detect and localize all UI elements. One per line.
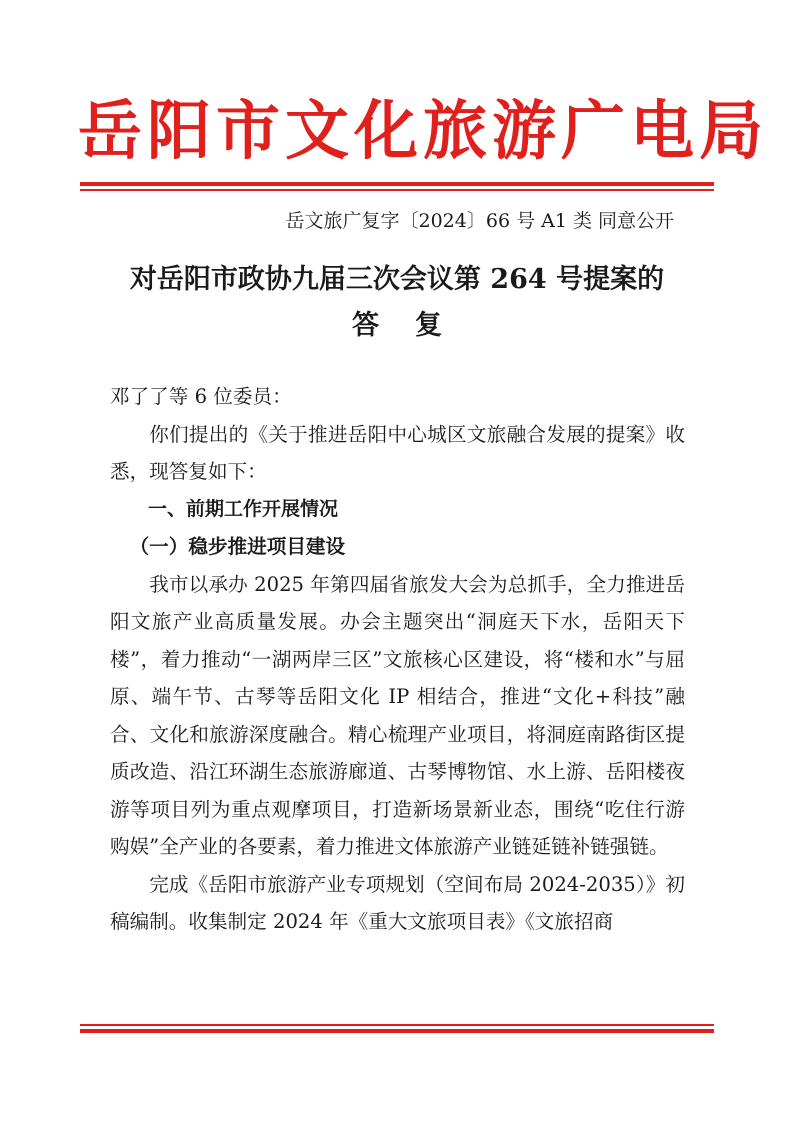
intro-paragraph: 你们提出的《关于推进岳阳中心城区文旅融合发展的提案》收悉，现答复如下： [110,422,685,483]
section-heading: 一、前期工作开展情况 [148,497,339,520]
footer-rule-thin [80,1024,714,1026]
document-number: 岳文旅广复字〔2024〕66 号 A1 类 同意公开 [285,210,674,232]
agency-masthead: 岳阳市文化旅游广电局 [78,94,768,169]
salutation: 邓了了等 6 位委员： [110,385,292,408]
document-title-line-1: 对岳阳市政协九届三次会议第 264 号提案的 [129,264,665,295]
document-body [110,378,685,941]
body-paragraph: 我市以承办 2025 年第四届省旅发大会为总抓手，全力推进岳阳文旅产业高质量发展。办会主题突出“洞庭天下水，岳阳天下楼”，着力推动“一湖两岸三区”文旅核心区建设，将“楼和水”与屈原、端午节、古琴等岳阳文化 IP 相结合，推进“文化+科技”融合、文化和旅游深度融合。精心梳理产业项目，将洞庭南路街区提质改造、沿江环湖生态旅游廊道、古琴博物馆、水上游、岳阳楼夜游等项目列为重点观摩项目，打造新场景新业态，围绕“吃住行游购娱”全产业的各要素，着力推进文体旅游产业链延链补链强链。 [110,572,685,858]
masthead-rule-thick [80,182,714,186]
document-title-line-2: 答复 [352,310,478,341]
subsection-heading: （一）稳步推进项目建设 [129,535,346,558]
body-paragraph: 完成《岳阳市旅游产业专项规划（空间布局 2024-2035）》初稿编制。收集制定 2024 年《重大文旅项目表》《文旅招商 [110,872,685,933]
masthead-rule-thin [80,189,714,191]
footer-rule-thick [80,1029,714,1033]
